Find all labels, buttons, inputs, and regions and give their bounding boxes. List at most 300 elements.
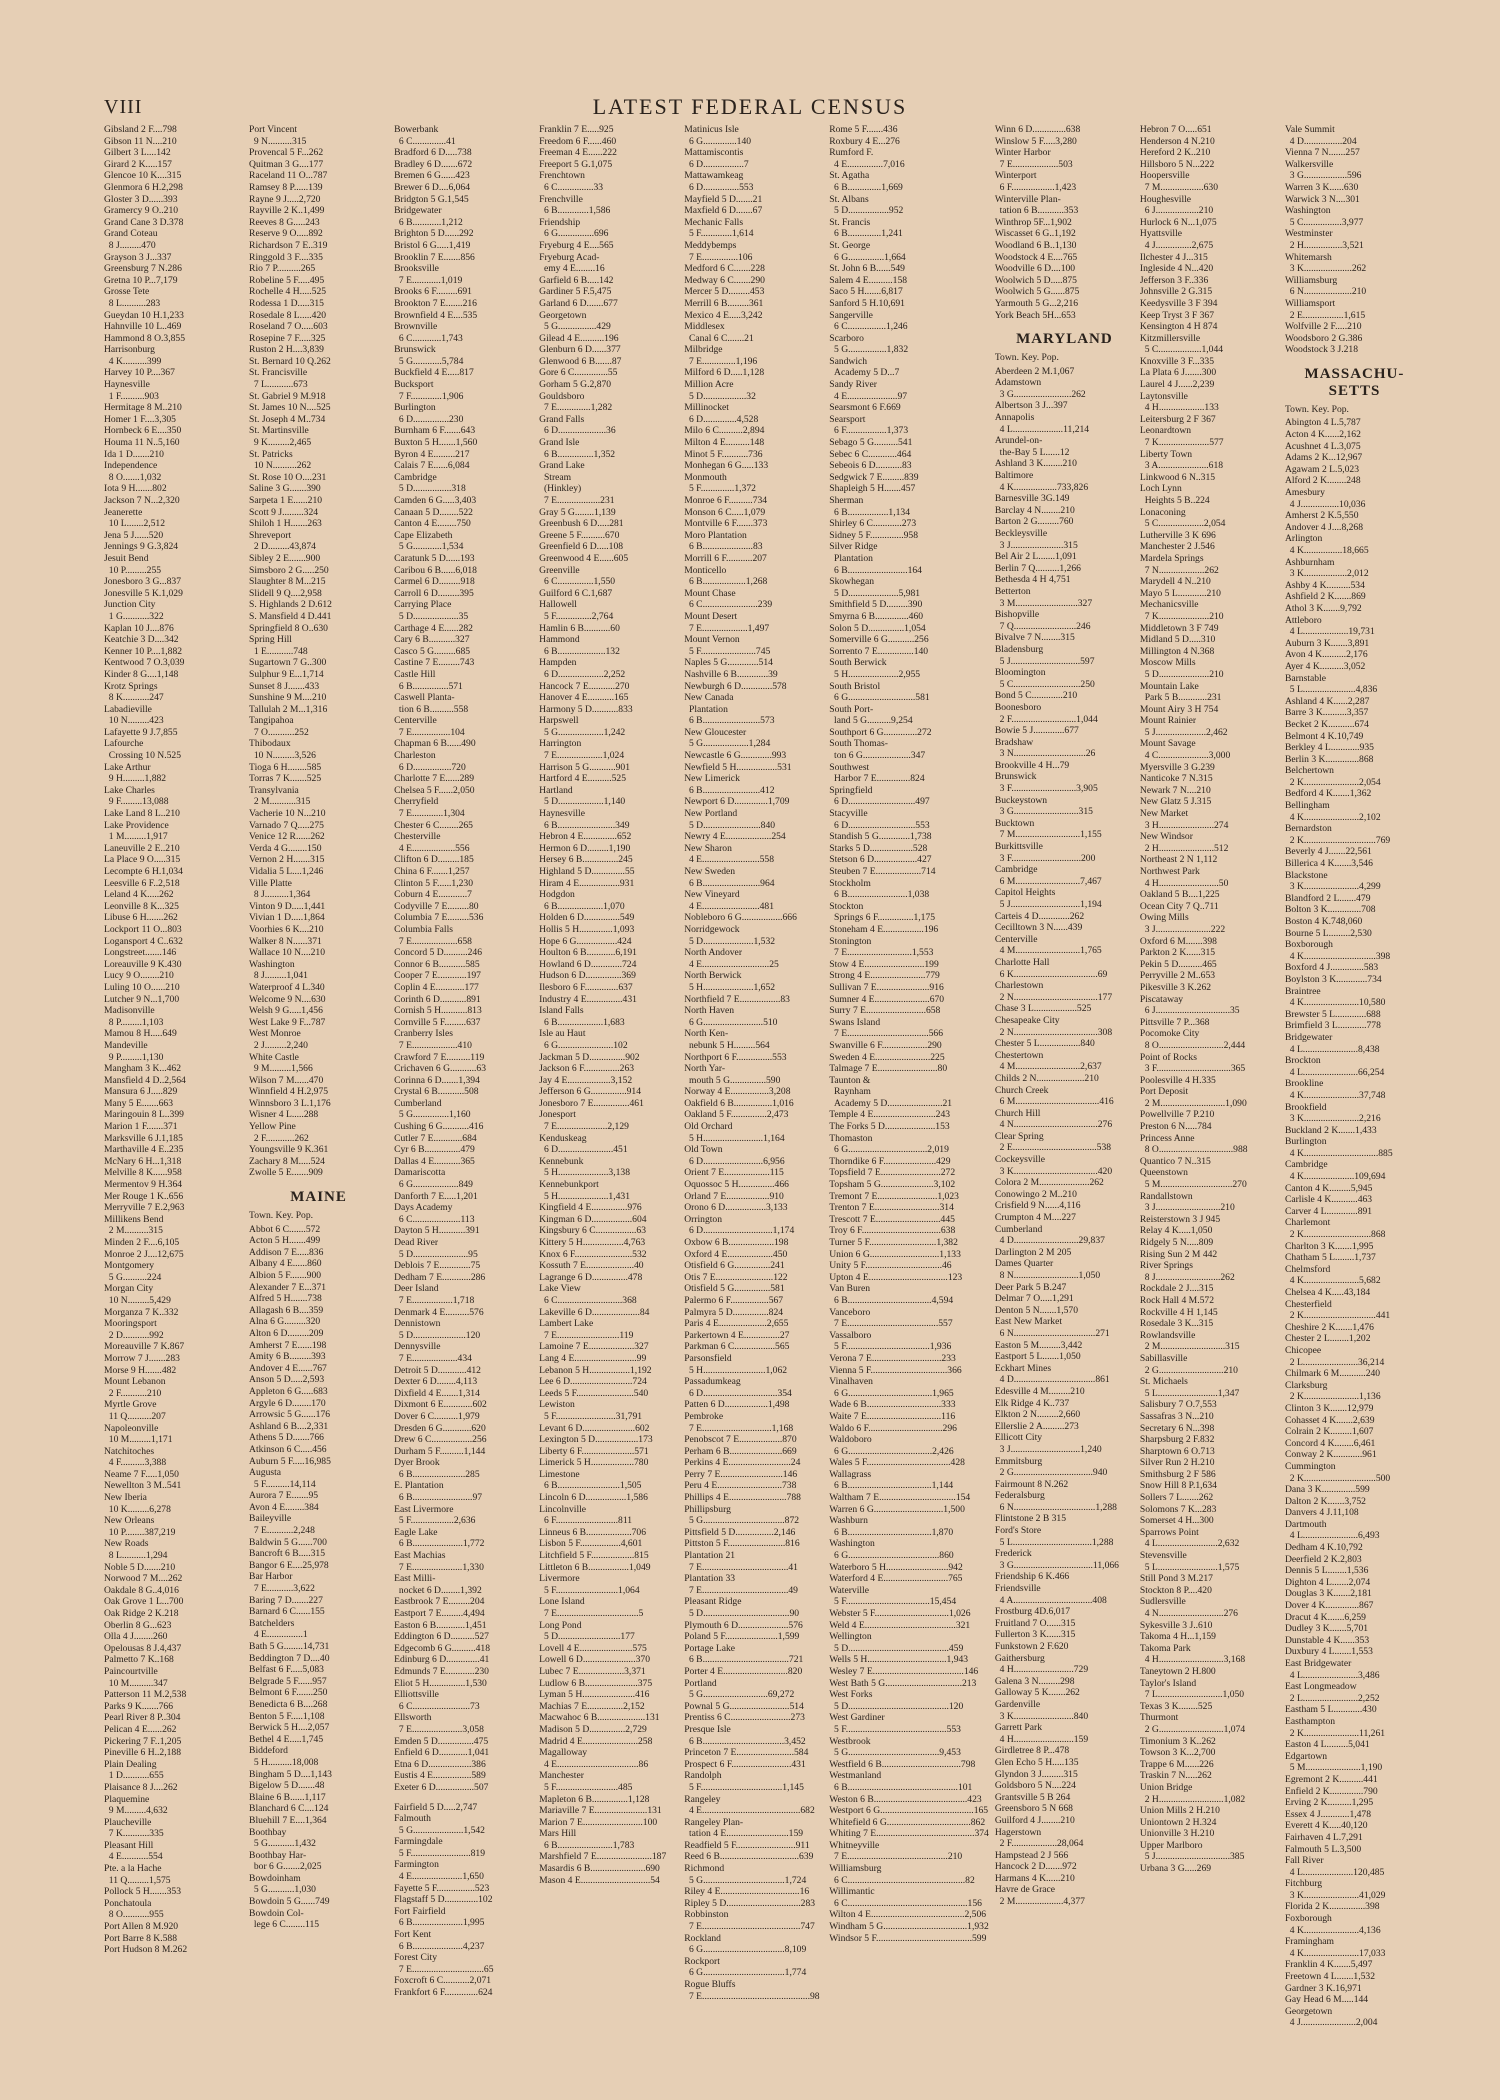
census-entry: 5 F..................2,636 [394, 1515, 476, 1527]
census-entry: Jackman 5 D...............902 [539, 1051, 640, 1063]
census-entry: 4 E.....................97 [829, 390, 908, 402]
census-entry: 7 Q..........................246 [994, 620, 1091, 632]
census-entry: Sebec 6 C............464 [829, 448, 912, 460]
census-entry: Connor 6 B...........585 [394, 958, 480, 970]
census-entry: Crawford 7 E..........119 [394, 1051, 485, 1063]
census-entry: Clinton 5 F......1,230 [394, 877, 474, 889]
census-entry: Galena 3 N.........298 [994, 1675, 1075, 1687]
census-entry: Mer Rouge 1 K..656 [104, 1190, 184, 1202]
census-entry: Phillipsburg [684, 1503, 731, 1515]
census-entry: Morrill 6 F...........207 [684, 552, 767, 564]
census-entry: Eustis 4 E................589 [394, 1770, 486, 1782]
census-entry: Masardis 6 B.......................690 [539, 1863, 660, 1875]
census-entry: Lambert Lake [539, 1318, 594, 1330]
census-entry: Cyr 6 B...............479 [394, 1144, 475, 1156]
census-entry: 3 G.................................11,066 [994, 1559, 1119, 1571]
census-entry: Reisterstown 3 J 945 [1139, 1213, 1221, 1225]
census-entry: Kittery 5 H.................4,763 [539, 1237, 646, 1248]
census-entry: St. John 6 B......549 [829, 263, 905, 275]
census-entry: 6 B.....................4,237 [394, 1940, 485, 1952]
census-entry: Winterville Plan- [994, 193, 1061, 205]
census-entry: Unity 5 F................................46 [829, 1260, 952, 1272]
census-entry: Newcastle 6 G.............993 [684, 750, 787, 762]
census-entry: Takoma Park [1139, 1642, 1191, 1654]
census-entry: Belmont 6 F.......250 [249, 1687, 328, 1699]
census-entry: Wolfville 2 F.....210 [1284, 321, 1362, 333]
census-entry: Dunstable 4 K......353 [1284, 1634, 1370, 1646]
census-entry: Lutcher 9 N...1,700 [104, 993, 180, 1005]
census-entry: 5 F.............1,614 [684, 228, 754, 240]
census-entry: Vernon 2 H.......315 [249, 854, 325, 866]
census-entry: Dixmont 6 E............602 [394, 1399, 487, 1411]
census-entry: Roseland 7 O.....603 [249, 321, 328, 333]
census-entry: Naples 5 G.............514 [684, 657, 773, 669]
census-entry: 6 F.................1,373 [829, 425, 909, 437]
census-entry: Ponchatoula [104, 1897, 152, 1909]
census-entry: 3 G..................596 [1284, 170, 1362, 182]
table-header: Town. Key. Pop. [249, 1210, 314, 1222]
census-entry: Thomaston [829, 1132, 873, 1144]
census-entry: Orland 7 E..................910 [684, 1190, 784, 1202]
census-entry: Chatham 5 L........1,737 [1284, 1252, 1376, 1264]
census-entry: Sugartown 7 G..300 [249, 657, 327, 669]
census-entry: Manchester [539, 1770, 584, 1782]
census-entry: Passadumkeag [684, 1376, 741, 1388]
census-entry: Morganza 7 K..332 [104, 1306, 179, 1318]
census-entry: Solon 5 D...............1,054 [829, 622, 926, 634]
census-entry: Belmont 4 K.10,749 [1284, 730, 1364, 742]
census-entry: Winthrop 5F...1,902 [994, 216, 1072, 228]
census-entry: Freeport 5 G.1,075 [539, 158, 613, 170]
census-entry: Hermon 6 D.........1,190 [539, 842, 631, 854]
census-entry: Ripley 5 D...............................283 [684, 1897, 816, 1909]
census-entry: Raceland 11 O...787 [249, 170, 328, 182]
census-entry: Union 6 G.............................1,133 [829, 1248, 961, 1260]
census-entry: 6 G..............140 [684, 135, 752, 147]
census-entry: Harmony 5 D...........833 [539, 703, 633, 715]
census-entry: Gray 5 G........1,139 [539, 506, 616, 518]
census-entry: Edmunds 7 E............230 [394, 1665, 489, 1677]
census-entry: Medway 6 C.......290 [684, 274, 765, 286]
census-entry: 7 E...................658 [394, 935, 472, 947]
census-entry: Keep Tryst 3 F 367 [1139, 309, 1215, 321]
census-entry: Dedham 4 K.10,792 [1284, 1542, 1363, 1554]
census-entry: 5 L.........................1,575 [1139, 1561, 1240, 1573]
census-entry: Flagstaff 5 D..............102 [394, 1894, 493, 1906]
census-entry: Amherst 7 E......198 [249, 1339, 327, 1351]
census-entry: 4 E.........................................682 [684, 1805, 815, 1817]
census-entry: Dighton 4 L.......2,074 [1284, 1576, 1371, 1588]
census-entry: Southwest [829, 761, 870, 773]
census-entry: 7 E............1,019 [394, 274, 463, 286]
census-entry: 6 B........................964 [684, 877, 775, 889]
census-entry: 2 J.........2,240 [249, 1039, 308, 1051]
census-entry: Gilead 4 E..........196 [539, 332, 619, 344]
census-entry: 5 G...................1,284 [684, 738, 771, 750]
census-entry: 6 G.........................510 [684, 1016, 778, 1028]
census-entry: Hiram 4 E.................931 [539, 877, 635, 889]
census-entry: 3 K.......................2,216 [1284, 1113, 1381, 1125]
census-entry: Hyattsville [1139, 228, 1183, 240]
census-entry: 2 F............262 [249, 1132, 309, 1144]
census-entry: Hodgdon [539, 889, 575, 901]
census-entry: 6 B.....................1,772 [394, 1538, 485, 1550]
census-entry: Kensington 4 H 874 [1139, 321, 1218, 333]
census-entry: Aberdeen 2 M.1,067 [994, 365, 1075, 377]
census-entry: Cheshire 2 K.......1,476 [1284, 1321, 1374, 1333]
census-entry: 5 F..........14,114 [249, 1478, 316, 1490]
census-entry: Olla 4 J........260 [104, 1631, 168, 1643]
census-entry: 5 D...................1,140 [539, 796, 626, 808]
census-entry: Vassalboro [829, 1329, 872, 1341]
census-entry: Parsonsfield [684, 1352, 732, 1364]
census-entry: Chester 5 L.................840 [994, 1038, 1095, 1050]
census-entry: Ringgold 3 F....335 [249, 251, 323, 263]
census-entry: 5 D........................840 [684, 819, 776, 831]
census-entry: Westbrook [829, 1735, 871, 1747]
census-entry: East Longmeadow [1284, 1681, 1357, 1693]
census-entry: Abington 4 L.5,787 [1284, 417, 1361, 429]
census-entry: Crystal 6 B...........508 [394, 1086, 479, 1098]
census-entry: Takoma 4 H...1,159 [1139, 1631, 1216, 1643]
census-entry: Taunton & [829, 1074, 871, 1086]
census-entry: Plaisance 8 J....262 [104, 1781, 178, 1793]
census-entry: River Springs [1139, 1260, 1193, 1272]
state-heading: MASSACHU- SETTS [1304, 365, 1405, 399]
census-entry: New Iberia [104, 1492, 147, 1504]
census-entry: Buckland 2 K.......1,433 [1284, 1124, 1377, 1136]
census-entry: 4 D..................................861 [994, 1374, 1110, 1386]
census-entry: 10 M..........347 [104, 1677, 168, 1689]
census-entry: Napoleonville [104, 1422, 159, 1434]
census-entry: Kitzmillersville [1139, 332, 1201, 344]
census-entry: 4 D...........................29,837 [994, 1235, 1105, 1247]
census-entry: Bath 5 G........14,731 [249, 1641, 330, 1652]
census-entry: 6 D................720 [394, 761, 466, 773]
census-entry: Concord 4 K........6,461 [1284, 1437, 1376, 1449]
census-entry: Emden 5 D...............475 [394, 1735, 489, 1747]
census-entry: Cutler 7 E............684 [394, 1132, 477, 1144]
census-entry: Falmouth 5 L.3,500 [1284, 1843, 1362, 1855]
census-entry: Portland [684, 1677, 717, 1689]
census-entry: 5 F...................................1,936 [829, 1341, 952, 1353]
census-entry: Traskin 7 N.....262 [1139, 1770, 1212, 1782]
census-entry: 3 M..........................327 [994, 597, 1093, 609]
census-entry: tion 6 B..........558 [394, 703, 469, 715]
census-entry: Annapolis [994, 412, 1035, 424]
census-entry: Ramsey 8 P......139 [249, 181, 323, 193]
census-entry: Ashburnham [1284, 556, 1335, 568]
census-entry: Woodsboro 2 G.386 [1284, 332, 1363, 344]
census-entry: Eagle Lake [394, 1526, 438, 1538]
census-entry: Robbinston [684, 1909, 729, 1921]
census-entry: Mansfield 4 D..2,564 [104, 1074, 186, 1086]
census-entry: 2 L.......................2,252 [1284, 1692, 1380, 1704]
column-8 [1140, 124, 1279, 2074]
census-entry: 8 J.........1,041 [249, 970, 308, 982]
census-entry: Howland 6 D.............724 [539, 958, 637, 970]
census-entry: Hermitage 8 M..210 [104, 402, 182, 414]
census-entry: Hancock 2 D.......972 [994, 1861, 1077, 1873]
census-entry: Andover 4 E......767 [249, 1362, 327, 1374]
census-entry: Parks 9 K.......766 [104, 1700, 174, 1712]
census-entry: Dracut 4 K.......6,259 [1284, 1611, 1366, 1623]
census-entry: 3 K.......................41,029 [1284, 1889, 1386, 1901]
census-entry: 6 N..................................271 [994, 1327, 1110, 1339]
census-entry: Bedford 4 K.......1,362 [1284, 788, 1372, 800]
census-entry: Cockeysville [994, 1154, 1045, 1166]
census-entry: Rockdale 2 J....315 [1139, 1283, 1214, 1295]
census-columns [104, 124, 1424, 2074]
census-entry: Varnado 7 Q.....275 [249, 819, 324, 831]
census-entry: Willimantic [829, 1886, 875, 1898]
census-entry: Park 5 B............231 [1139, 692, 1222, 704]
census-entry: Pikesville 3 K.262 [1139, 981, 1212, 993]
census-entry: 8 K...........247 [104, 692, 164, 704]
census-entry: 4 K.......................37,748 [1284, 1089, 1386, 1101]
census-entry: Welcome 9 N....630 [249, 993, 326, 1005]
census-entry: Casco 5 G.........685 [394, 645, 471, 657]
census-entry: Crichaven 6 G...........63 [394, 1063, 487, 1075]
census-entry: Lake Providence [104, 819, 169, 831]
census-entry: Ford's Store [994, 1525, 1042, 1537]
census-entry: St. Bernard 10 Q.262 [249, 355, 331, 367]
census-entry: Williamsport [1284, 297, 1336, 309]
census-entry: Scott 9 J.........324 [249, 506, 319, 518]
census-entry: Riley 4 E.................................16 [684, 1886, 810, 1898]
census-entry: Windsor 5 F........................................599 [829, 1932, 987, 1944]
census-entry: Million Acre [684, 379, 734, 391]
census-entry: Cape Elizabeth [394, 529, 453, 541]
census-entry: Kaplan 10 J....876 [104, 622, 174, 634]
census-entry: Gueydan 10 H.1,233 [104, 309, 184, 321]
census-entry: 6 C...............1,550 [539, 576, 616, 588]
census-entry: 6 G.......................102 [539, 1039, 628, 1051]
census-entry: Marksville 6 J.1,185 [104, 1132, 183, 1144]
census-entry: Acushnet 4 L.3,075 [1284, 440, 1361, 452]
census-entry: Washington [1284, 205, 1331, 217]
census-entry: 5 J.....................2,462 [1139, 726, 1228, 738]
census-entry: 2 M...........................315 [1139, 1341, 1240, 1353]
census-entry: Amherst 2 K.5,550 [1284, 510, 1359, 522]
census-entry: Myersville 3 G.239 [1139, 761, 1215, 773]
census-entry: Williamsburg [1284, 274, 1338, 286]
census-entry: Mount Savage [1139, 738, 1196, 750]
census-entry: Lewiston [539, 1399, 575, 1411]
census-entry: 4 M...........................2,637 [994, 1061, 1102, 1073]
census-entry: Sumner 4 E.......................670 [829, 993, 945, 1005]
census-entry: 5 H.........................1,164 [684, 1132, 785, 1144]
census-entry: nebunk 5 H.........564 [684, 1039, 770, 1051]
census-entry: McNary 6 H...1,318 [104, 1155, 182, 1167]
census-entry: 7 F.............1,906 [394, 390, 464, 402]
census-entry: Bradley 6 D.......672 [394, 158, 473, 170]
census-entry: Porter 4 E...........................820 [684, 1665, 803, 1677]
census-entry: Gilbert 3 L....142 [104, 147, 171, 159]
column-1 [104, 124, 243, 2074]
census-entry: Homer 1 F....3,305 [104, 413, 176, 425]
census-entry: 2 M...........................1,090 [1139, 1097, 1247, 1109]
census-entry: Houlton 6 B............6,191 [539, 947, 637, 959]
census-entry: Denmark 4 E..........576 [394, 1306, 484, 1318]
census-entry: Sunshine 9 M....210 [249, 692, 327, 704]
census-entry: Matinicus Isle [684, 124, 739, 135]
census-entry: 7 E.....................3,058 [394, 1723, 484, 1735]
census-entry: 5 M.......................1,190 [1284, 1762, 1383, 1774]
census-entry: Dresden 6 G............620 [394, 1422, 486, 1434]
census-entry: Burnham 6 F.......643 [394, 425, 476, 437]
census-entry: Fairfield 5 D.....2,747 [394, 1801, 478, 1813]
census-entry: Laurel 4 J......2,239 [1139, 379, 1215, 391]
census-entry: Augusta [249, 1467, 282, 1479]
state-heading: MARYLAND [1016, 331, 1113, 348]
census-entry: Norwood 7 M....262 [104, 1573, 183, 1585]
census-entry: Benedicta 6 B....268 [249, 1698, 328, 1710]
census-entry: Sherman [829, 495, 864, 506]
census-entry: Harbor 7 E..............824 [829, 773, 925, 785]
census-entry: Canton 4 K.........5,945 [1284, 1182, 1373, 1194]
column-2 [249, 124, 388, 2074]
census-entry: Oquossoc 5 H...............466 [684, 1179, 789, 1191]
census-entry: Talmage 7 E.........................80 [829, 1063, 948, 1075]
census-entry: Church Hill [994, 1107, 1041, 1119]
census-entry: Perry 7 E..........................146 [684, 1468, 798, 1480]
census-entry: Sunset 8 J.......433 [249, 680, 320, 692]
census-entry: Bowerbank [394, 124, 439, 135]
census-entry: 10 L.......2,512 [104, 518, 166, 530]
census-entry: Gretna 10 P...7,179 [104, 274, 178, 286]
census-entry: 6 C....................113 [394, 1213, 475, 1225]
census-entry: Cherryfield [394, 796, 439, 808]
census-entry: Bishopville [994, 609, 1040, 621]
census-entry: 5 G................1,832 [829, 344, 909, 356]
census-entry: Mount Lebanon [104, 1376, 166, 1388]
census-entry: Minden 2 F....6,105 [104, 1237, 180, 1248]
census-entry: 10 M.........1,171 [104, 1434, 173, 1446]
census-entry: 5 H.....................3,138 [539, 1167, 631, 1179]
census-entry: Stockton [829, 900, 864, 912]
census-entry: nocket 6 D........1,392 [394, 1584, 482, 1596]
census-entry: Somerville 6 G...........256 [829, 634, 929, 646]
census-entry: 5 C................3,977 [1284, 216, 1364, 228]
census-entry: Gardenville [994, 1698, 1041, 1710]
census-entry: Houghesville [1139, 193, 1192, 205]
census-entry: Nobleboro 6 G.................666 [684, 912, 797, 924]
census-entry: Tioga 6 H........585 [249, 761, 322, 773]
census-entry: Crumpton 4 M....227 [994, 1212, 1076, 1224]
census-entry: Shiloh 1 H.......263 [249, 518, 322, 530]
census-entry: 9 M.........1,566 [249, 1063, 313, 1075]
census-entry: Pittston 5 F........................816 [684, 1538, 800, 1550]
census-entry: 3 H.......................274 [1139, 819, 1229, 831]
census-entry: Milo 6 C..........2,894 [684, 425, 765, 437]
census-entry: Enfield 6 D............1,041 [394, 1747, 490, 1759]
census-entry: Grand Coteau [104, 228, 158, 240]
census-entry: Cushing 6 G...........416 [394, 1121, 484, 1133]
census-entry: 7 K...........335 [104, 1828, 164, 1840]
census-entry: Walkersville [1284, 158, 1334, 170]
census-entry: Rodessa 1 D.....315 [249, 297, 324, 309]
census-entry: Leonardtown [1139, 425, 1192, 437]
census-entry: North Andover [684, 947, 743, 959]
census-entry: Mattamiscontis [684, 147, 744, 159]
census-entry: 4 L.........................2,632 [1139, 1538, 1240, 1550]
census-entry: Plymouth 6 D.....................576 [684, 1619, 803, 1631]
census-entry: Vinton 9 D.....1,441 [249, 900, 326, 912]
census-entry: Linkwood 6 N..315 [1139, 471, 1216, 483]
census-entry: Grayson 3 J...337 [104, 251, 172, 263]
census-entry: Brockton [1284, 1055, 1321, 1067]
census-entry: Madrid 4 E.......................258 [539, 1735, 653, 1747]
census-entry: 5 C...................2,054 [1139, 518, 1226, 530]
census-entry: Troy 6 F.................................638 [829, 1225, 956, 1237]
census-entry: Delmar 7 O.....1,291 [994, 1293, 1074, 1305]
census-entry: Oakland 5 F...............2,473 [684, 1109, 789, 1121]
census-entry: South Thomas- [829, 738, 888, 750]
census-entry: Douglas 3 K.......2,181 [1284, 1588, 1372, 1600]
census-entry: Rangeley Plan- [684, 1816, 744, 1828]
census-entry: Bradshaw [994, 736, 1034, 748]
census-entry: 7 M..................630 [1139, 181, 1218, 193]
census-entry: 6 B...............571 [394, 680, 463, 692]
census-entry: Carroll 6 D.........395 [394, 587, 474, 599]
census-entry: Highland 5 D..............55 [539, 866, 635, 877]
census-entry: 2 G...........................210 [1139, 1364, 1238, 1376]
census-entry: Sassafras 3 N...210 [1139, 1410, 1214, 1422]
census-entry: Lucy 9 O........210 [104, 970, 174, 982]
census-entry: 6 B...................................1,144 [829, 1480, 954, 1492]
census-entry: 11 Q.........1,575 [104, 1874, 171, 1886]
census-entry: Carlisle 4 K...........463 [1284, 1194, 1373, 1206]
census-entry: Framingham [1284, 1936, 1334, 1948]
census-entry: 6 B..........................1,505 [539, 1480, 642, 1492]
census-entry: 5 D..........................177 [539, 1631, 635, 1643]
census-entry: Edinburg 6 D..............41 [394, 1654, 490, 1666]
census-entry: Marion 1 F.......371 [104, 1121, 178, 1133]
census-entry: Acton 4 K......2,162 [1284, 429, 1361, 441]
census-entry: 3 J...........................210 [1139, 1202, 1235, 1214]
census-entry: Agawam 2 L.5,023 [1284, 463, 1360, 475]
census-entry: Westport 6 G.......................................165 [829, 1805, 989, 1817]
census-entry: Bel Air 2 L.......1,091 [994, 551, 1077, 563]
census-entry: Wells 5 H.................................1,943 [829, 1654, 969, 1666]
census-entry: Warren 6 G.............................1,500 [829, 1503, 965, 1515]
census-entry: 5 G..........224 [104, 1271, 162, 1283]
census-entry: Mansura 6 J.....829 [104, 1086, 178, 1098]
census-entry: The Forks 5 D.....................153 [829, 1121, 950, 1133]
census-entry: Newport 6 D..............1,709 [684, 796, 790, 808]
census-entry: Tangipahoa [249, 715, 294, 727]
census-entry: 6 B....................132 [539, 645, 620, 657]
census-entry: Jackson 6 F...............263 [539, 1063, 635, 1075]
census-entry: 6 C.......................239 [684, 599, 773, 611]
census-entry: 4 H.........................50 [1139, 877, 1229, 889]
census-entry: 5 L......................4,836 [1284, 684, 1378, 696]
census-entry: Waterboro 5 H..........................942 [829, 1561, 963, 1573]
census-entry: Farmington [394, 1859, 439, 1871]
census-entry: Mars Hill [539, 1828, 577, 1840]
census-entry: 6 C..............41 [394, 135, 456, 147]
census-entry: Lone Island [539, 1596, 585, 1608]
census-entry: tation 6 B...........353 [994, 205, 1079, 217]
census-entry: Boston 4 K.748,060 [1284, 916, 1363, 927]
census-entry: Krotz Springs [104, 680, 158, 692]
census-entry: Dover 6 C..........1,979 [394, 1410, 480, 1422]
census-entry: St. Francis [829, 216, 871, 228]
census-entry: Fairhaven 4 L.7,291 [1284, 1831, 1363, 1843]
census-entry: Barclay 4 N........210 [994, 504, 1075, 516]
census-entry: 8 J...........................262 [1139, 1271, 1235, 1283]
